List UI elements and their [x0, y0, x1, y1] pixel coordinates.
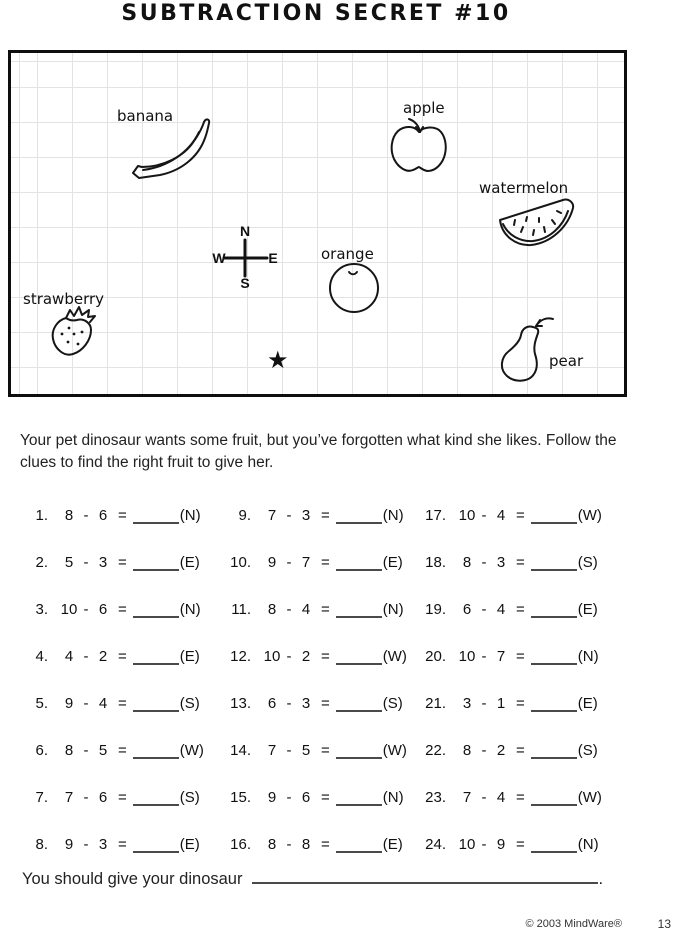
problem-number: 7. — [35, 789, 48, 806]
minuend: 10 — [458, 507, 476, 524]
minuend: 8 — [64, 507, 74, 524]
problem-number: 16. — [230, 836, 251, 853]
answer-blank[interactable] — [336, 554, 382, 571]
direction-label: (E) — [577, 601, 598, 618]
problem-number: 18. — [425, 554, 446, 571]
subtrahend: 5 — [98, 742, 108, 759]
minuend: 9 — [267, 789, 277, 806]
direction-label: (S) — [382, 695, 403, 712]
subtrahend: 6 — [98, 789, 108, 806]
minuend: 3 — [462, 695, 472, 712]
direction-label: (E) — [382, 836, 403, 853]
equals-sign: = — [516, 601, 525, 618]
equals-sign: = — [118, 695, 127, 712]
answer-blank[interactable] — [133, 695, 179, 712]
direction-label: (N) — [382, 789, 404, 806]
problem-number: 19. — [425, 601, 446, 618]
answer-blank[interactable] — [336, 695, 382, 712]
problem-number: 2. — [35, 554, 48, 571]
minus-sign: - — [83, 507, 89, 524]
problem-number: 21. — [425, 695, 446, 712]
strawberry-icon — [48, 304, 100, 360]
minuend: 10 — [458, 836, 476, 853]
minuend: 7 — [267, 742, 277, 759]
equals-sign: = — [321, 554, 330, 571]
problem-row — [225, 821, 420, 868]
equals-sign: = — [118, 507, 127, 524]
direction-label: (N) — [577, 648, 599, 665]
subtrahend: 3 — [98, 554, 108, 571]
answer-blank[interactable] — [336, 836, 382, 853]
equals-sign: = — [321, 742, 330, 759]
minus-sign: - — [481, 507, 487, 524]
problem-number: 11. — [231, 601, 251, 618]
pear-icon — [496, 313, 560, 385]
minus-sign: - — [481, 695, 487, 712]
answer-blank[interactable] — [531, 507, 577, 524]
problem-row — [225, 633, 420, 680]
equals-sign: = — [516, 507, 525, 524]
subtrahend: 6 — [98, 601, 108, 618]
minuend: 8 — [462, 554, 472, 571]
problem-number: 8. — [35, 836, 48, 853]
final-answer-line — [22, 864, 603, 889]
equals-sign: = — [118, 648, 127, 665]
problem-number: 23. — [425, 789, 446, 806]
minus-sign: - — [481, 742, 487, 759]
final-answer-period: . — [598, 870, 604, 888]
answer-blank[interactable] — [133, 836, 179, 853]
subtrahend: 3 — [496, 554, 506, 571]
problem-row — [420, 492, 625, 539]
direction-label: (E) — [179, 554, 200, 571]
problem-number: 22. — [425, 742, 446, 759]
minuend: 5 — [64, 554, 74, 571]
answer-blank[interactable] — [133, 554, 179, 571]
minuend: 7 — [267, 507, 277, 524]
direction-label: (E) — [577, 695, 598, 712]
subtrahend: 1 — [496, 695, 506, 712]
minuend: 8 — [267, 601, 277, 618]
minus-sign: - — [481, 789, 487, 806]
problem-row — [225, 727, 420, 774]
subtrahend: 4 — [496, 601, 506, 618]
subtrahend: 7 — [496, 648, 506, 665]
minuend: 10 — [60, 601, 78, 618]
problem-number: 3. — [35, 601, 48, 618]
subtrahend: 8 — [301, 836, 311, 853]
subtrahend: 4 — [496, 789, 506, 806]
answer-blank[interactable] — [133, 789, 179, 806]
direction-label: (S) — [179, 789, 200, 806]
problem-row — [420, 680, 625, 727]
minuend: 9 — [267, 554, 277, 571]
direction-label: (N) — [179, 507, 201, 524]
subtrahend: 3 — [301, 695, 311, 712]
equals-sign: = — [321, 601, 330, 618]
problem-number: 10. — [230, 554, 251, 571]
problem-number: 17. — [425, 507, 446, 524]
subtrahend: 6 — [301, 789, 311, 806]
minuend: 8 — [64, 742, 74, 759]
minus-sign: - — [83, 836, 89, 853]
subtrahend: 6 — [98, 507, 108, 524]
problem-number: 1. — [35, 507, 48, 524]
equals-sign: = — [118, 601, 127, 618]
subtrahend: 4 — [98, 695, 108, 712]
minuend: 6 — [462, 601, 472, 618]
copyright-text: © 2003 MindWare® — [525, 918, 622, 930]
problem-number: 12. — [230, 648, 251, 665]
equals-sign: = — [516, 648, 525, 665]
final-answer-blank[interactable] — [252, 864, 598, 884]
page-number: 13 — [657, 917, 671, 931]
equals-sign: = — [321, 695, 330, 712]
answer-blank[interactable] — [531, 601, 577, 618]
minuend: 10 — [263, 648, 281, 665]
minuend: 10 — [458, 648, 476, 665]
answer-blank[interactable] — [531, 695, 577, 712]
subtrahend: 4 — [301, 601, 311, 618]
minus-sign: - — [286, 789, 292, 806]
problems-grid — [22, 492, 625, 868]
direction-label: (E) — [179, 648, 200, 665]
minus-sign: - — [83, 695, 89, 712]
direction-label: (W) — [179, 742, 204, 759]
minus-sign: - — [83, 789, 89, 806]
worksheet-title: SUBTRACTION SECRET #10 — [121, 1, 511, 26]
instructions-text: Your pet dinosaur wants some fruit, but you’ve forgotten what kind she likes. Follow the clues to find the right fruit to give her. — [20, 432, 617, 472]
answer-blank[interactable] — [531, 836, 577, 853]
problem-row — [225, 539, 420, 586]
direction-label: (W) — [577, 789, 602, 806]
minus-sign: - — [286, 695, 292, 712]
problem-row — [420, 821, 625, 868]
equals-sign: = — [516, 789, 525, 806]
minuend: 8 — [267, 836, 277, 853]
answer-blank[interactable] — [336, 507, 382, 524]
subtrahend: 2 — [496, 742, 506, 759]
banana-icon — [127, 115, 215, 183]
compass-west-label: W — [212, 250, 226, 266]
answer-blank[interactable] — [133, 507, 179, 524]
minus-sign: - — [83, 601, 89, 618]
equals-sign: = — [118, 554, 127, 571]
answer-blank[interactable] — [336, 789, 382, 806]
compass-south-label: S — [240, 275, 250, 289]
apple-icon — [387, 116, 449, 174]
subtrahend: 2 — [98, 648, 108, 665]
answer-blank[interactable] — [133, 648, 179, 665]
problem-row — [22, 492, 225, 539]
subtrahend: 2 — [301, 648, 311, 665]
minus-sign: - — [481, 836, 487, 853]
subtrahend: 3 — [98, 836, 108, 853]
minuend: 7 — [64, 789, 74, 806]
direction-label: (N) — [179, 601, 201, 618]
equals-sign: = — [516, 742, 525, 759]
orange-label: orange — [321, 245, 374, 263]
problem-row — [420, 539, 625, 586]
answer-blank[interactable] — [531, 789, 577, 806]
orange-icon — [327, 261, 383, 313]
direction-label: (S) — [179, 695, 200, 712]
problem-number: 13. — [230, 695, 251, 712]
answer-blank[interactable] — [133, 742, 179, 759]
minus-sign: - — [286, 601, 292, 618]
subtrahend: 9 — [496, 836, 506, 853]
problem-row — [22, 539, 225, 586]
minus-sign: - — [83, 742, 89, 759]
minuend: 9 — [64, 695, 74, 712]
compass-north-label: N — [239, 225, 251, 239]
problem-row — [225, 774, 420, 821]
minus-sign: - — [286, 554, 292, 571]
pear-label: pear — [549, 352, 584, 370]
problem-row — [420, 586, 625, 633]
problem-row — [22, 774, 225, 821]
equals-sign: = — [516, 836, 525, 853]
direction-label: (S) — [577, 554, 598, 571]
equals-sign: = — [321, 836, 330, 853]
subtrahend: 4 — [496, 507, 506, 524]
answer-blank[interactable] — [336, 648, 382, 665]
answer-blank[interactable] — [133, 601, 179, 618]
equals-sign: = — [118, 742, 127, 759]
direction-label: (E) — [382, 554, 403, 571]
problem-row — [225, 586, 420, 633]
problem-row — [22, 680, 225, 727]
problem-row — [22, 727, 225, 774]
answer-blank[interactable] — [336, 742, 382, 759]
problem-number: 20. — [425, 648, 446, 665]
equals-sign: = — [321, 789, 330, 806]
minuend: 8 — [462, 742, 472, 759]
watermelon-label: watermelon — [479, 179, 569, 197]
problem-number: 5. — [35, 695, 48, 712]
problem-row — [420, 633, 625, 680]
compass-east-label: E — [268, 250, 278, 266]
problem-row — [225, 680, 420, 727]
equals-sign: = — [516, 695, 525, 712]
problem-row — [22, 821, 225, 868]
answer-blank[interactable] — [531, 554, 577, 571]
minus-sign: - — [286, 742, 292, 759]
subtrahend: 5 — [301, 742, 311, 759]
direction-label: (E) — [179, 836, 200, 853]
problem-number: 6. — [35, 742, 48, 759]
equals-sign: = — [321, 648, 330, 665]
equals-sign: = — [118, 789, 127, 806]
problem-number: 15. — [230, 789, 251, 806]
fruit-map — [8, 50, 627, 397]
direction-label: (W) — [577, 507, 602, 524]
strawberry-label: strawberry — [23, 290, 105, 308]
apple-label: apple — [403, 99, 445, 117]
banana-label: banana — [117, 107, 174, 125]
problem-row — [420, 727, 625, 774]
equals-sign: = — [321, 507, 330, 524]
equals-sign: = — [118, 836, 127, 853]
compass-rose-icon — [207, 225, 283, 289]
equals-sign: = — [516, 554, 525, 571]
problem-row — [225, 492, 420, 539]
minus-sign: - — [481, 601, 487, 618]
direction-label: (N) — [577, 836, 599, 853]
subtrahend: 7 — [301, 554, 311, 571]
minus-sign: - — [83, 554, 89, 571]
problem-number: 24. — [425, 836, 446, 853]
direction-label: (N) — [382, 507, 404, 524]
direction-label: (W) — [382, 648, 407, 665]
subtrahend: 3 — [301, 507, 311, 524]
problem-number: 4. — [35, 648, 48, 665]
final-answer-prompt: You should give your dinosaur — [22, 870, 243, 888]
direction-label: (N) — [382, 601, 404, 618]
minus-sign: - — [481, 554, 487, 571]
start-star-icon: ★ — [267, 347, 289, 374]
minus-sign: - — [286, 648, 292, 665]
minus-sign: - — [83, 648, 89, 665]
problem-row — [420, 774, 625, 821]
direction-label: (W) — [382, 742, 407, 759]
problem-row — [22, 586, 225, 633]
watermelon-icon — [493, 196, 579, 250]
problem-row — [22, 633, 225, 680]
minuend: 9 — [64, 836, 74, 853]
minus-sign: - — [286, 507, 292, 524]
minuend: 4 — [64, 648, 74, 665]
problem-number: 9. — [238, 507, 251, 524]
minus-sign: - — [286, 836, 292, 853]
minuend: 7 — [462, 789, 472, 806]
minuend: 6 — [267, 695, 277, 712]
answer-blank[interactable] — [531, 648, 577, 665]
direction-label: (S) — [577, 742, 598, 759]
answer-blank[interactable] — [336, 601, 382, 618]
problem-number: 14. — [230, 742, 251, 759]
minus-sign: - — [481, 648, 487, 665]
answer-blank[interactable] — [531, 742, 577, 759]
